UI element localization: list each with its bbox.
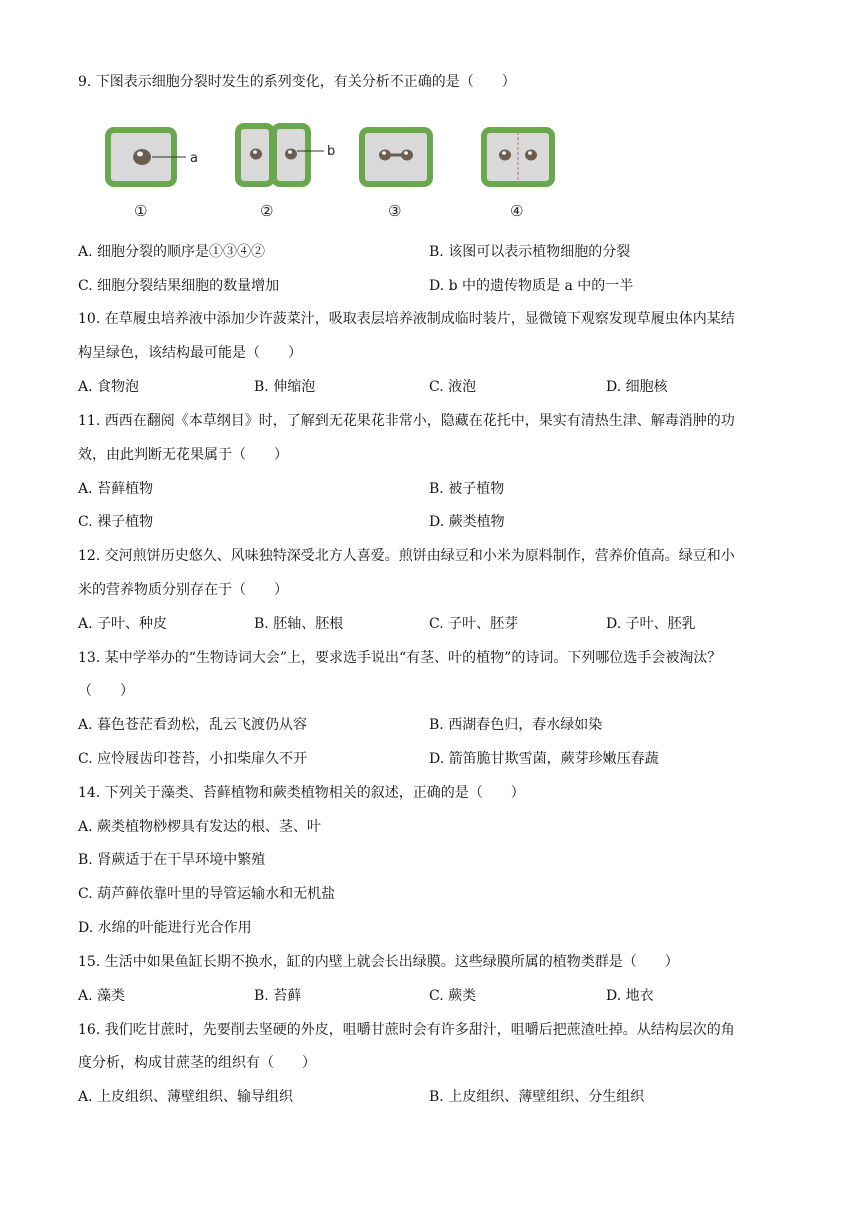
q10-option-d: D. 细胞核 <box>606 379 668 395</box>
figure-stage-2 <box>238 126 335 220</box>
q15-option-c: C. 蕨类 <box>429 988 477 1004</box>
q13-option-b: B. 西湖春色归，春水绿如染 <box>429 717 603 733</box>
q11-option-b: B. 被子植物 <box>429 481 505 497</box>
q12-option-d: D. 子叶、胚乳 <box>606 616 696 632</box>
q15-stem: 15. 生活中如果鱼缸长期不换水，缸的内壁上就会长出绿膜。这些绿膜所属的植物类群是（ ） <box>78 954 679 970</box>
q12-stem-line1: 12. 交河煎饼历史悠久、风味独特深受北方人喜爱。煎饼由绿豆和小米为原料制作，营养价值高。绿豆和小 <box>78 548 735 564</box>
q11-option-c: C. 裸子植物 <box>78 514 154 530</box>
q15-option-d: D. 地衣 <box>606 988 654 1004</box>
q9-option-d: D. b 中的遗传物质是 a 中的一半 <box>429 278 634 294</box>
q9-option-c: C. 细胞分裂结果细胞的数量增加 <box>78 278 280 294</box>
q11-stem-line1: 11. 西西在翻阅《本草纲目》时，了解到无花果花非常小，隐藏在花托中，果实有清热生津、解毒消肿的功 <box>78 413 735 429</box>
figure-stage-1 <box>108 130 198 220</box>
callout-b: b <box>327 144 336 159</box>
q12-stem-line2: 米的营养物质分别存在于（ ） <box>78 582 288 598</box>
q14-option-d: D. 水绵的叶能进行光合作用 <box>78 920 252 936</box>
figure-stage-3 <box>362 130 430 220</box>
figure-label-4: ④ <box>510 202 524 220</box>
q15-option-b: B. 苔藓 <box>254 988 302 1004</box>
q16-stem-line2: 度分析，构成甘蔗茎的组织有（ ） <box>78 1055 316 1071</box>
q14-option-b: B. 肾蕨适于在干旱环境中繁殖 <box>78 852 266 868</box>
q11-stem-line2: 效，由此判断无花果属于（ ） <box>78 447 288 463</box>
q13-option-d: D. 箭笛脆甘欺雪菌，蕨芽珍嫩压春蔬 <box>429 751 659 767</box>
q14-option-c: C. 葫芦藓依靠叶里的导管运输水和无机盐 <box>78 886 336 902</box>
q9-option-a: A. 细胞分裂的顺序是①③④② <box>78 244 266 260</box>
q10-option-b: B. 伸缩泡 <box>254 379 316 395</box>
cell-division-figure <box>100 118 580 228</box>
q10-stem-line2: 构呈绿色，该结构最可能是（ ） <box>78 345 302 361</box>
q12-option-a: A. 子叶、种皮 <box>78 616 168 632</box>
figure-label-2: ② <box>260 202 274 220</box>
q14-stem: 14. 下列关于藻类、苔藓植物和蕨类植物相关的叙述，正确的是（ ） <box>78 785 525 801</box>
q14-option-a: A. 蕨类植物桫椤具有发达的根、茎、叶 <box>78 819 322 835</box>
q11-option-d: D. 蕨类植物 <box>429 514 505 530</box>
q16-stem-line1: 16. 我们吃甘蔗时，先要削去坚硬的外皮，咀嚼甘蔗时会有许多甜汁，咀嚼后把蔗渣吐掉。从结构层次的角 <box>78 1022 735 1038</box>
q12-option-b: B. 胚轴、胚根 <box>254 616 344 632</box>
q9-stem: 9. 下图表示细胞分裂时发生的系列变化，有关分析不正确的是（ ） <box>78 74 516 90</box>
q9-option-b: B. 该图可以表示植物细胞的分裂 <box>429 244 631 260</box>
q11-option-a: A. 苔藓植物 <box>78 481 154 497</box>
figure-label-3: ③ <box>388 202 402 220</box>
q10-stem-line1: 10. 在草履虫培养液中添加少许菠菜汁，吸取表层培养液制成临时装片，显微镜下观察发现草履虫体内某结 <box>78 311 735 327</box>
q12-option-c: C. 子叶、胚芽 <box>429 616 519 632</box>
q10-option-a: A. 食物泡 <box>78 379 140 395</box>
q16-option-b: B. 上皮组织、薄壁组织、分生组织 <box>429 1089 645 1105</box>
figure-stage-4 <box>484 130 552 220</box>
q13-option-a: A. 暮色苍茫看劲松，乱云飞渡仍从容 <box>78 717 308 733</box>
q16-option-a: A. 上皮组织、薄壁组织、输导组织 <box>78 1089 294 1105</box>
q15-option-a: A. 藻类 <box>78 988 126 1004</box>
figure-label-1: ① <box>134 202 148 220</box>
q10-option-c: C. 液泡 <box>429 379 477 395</box>
q13-stem-line1: 13. 某中学举办的“生物诗词大会”上，要求选手说出“有茎、叶的植物”的诗词。下列哪位选手会被淘汰？ <box>78 650 722 666</box>
callout-a: a <box>190 151 198 166</box>
q13-stem-line2: （ ） <box>78 683 134 699</box>
q13-option-c: C. 应怜屐齿印苍苔，小扣柴扉久不开 <box>78 751 308 767</box>
